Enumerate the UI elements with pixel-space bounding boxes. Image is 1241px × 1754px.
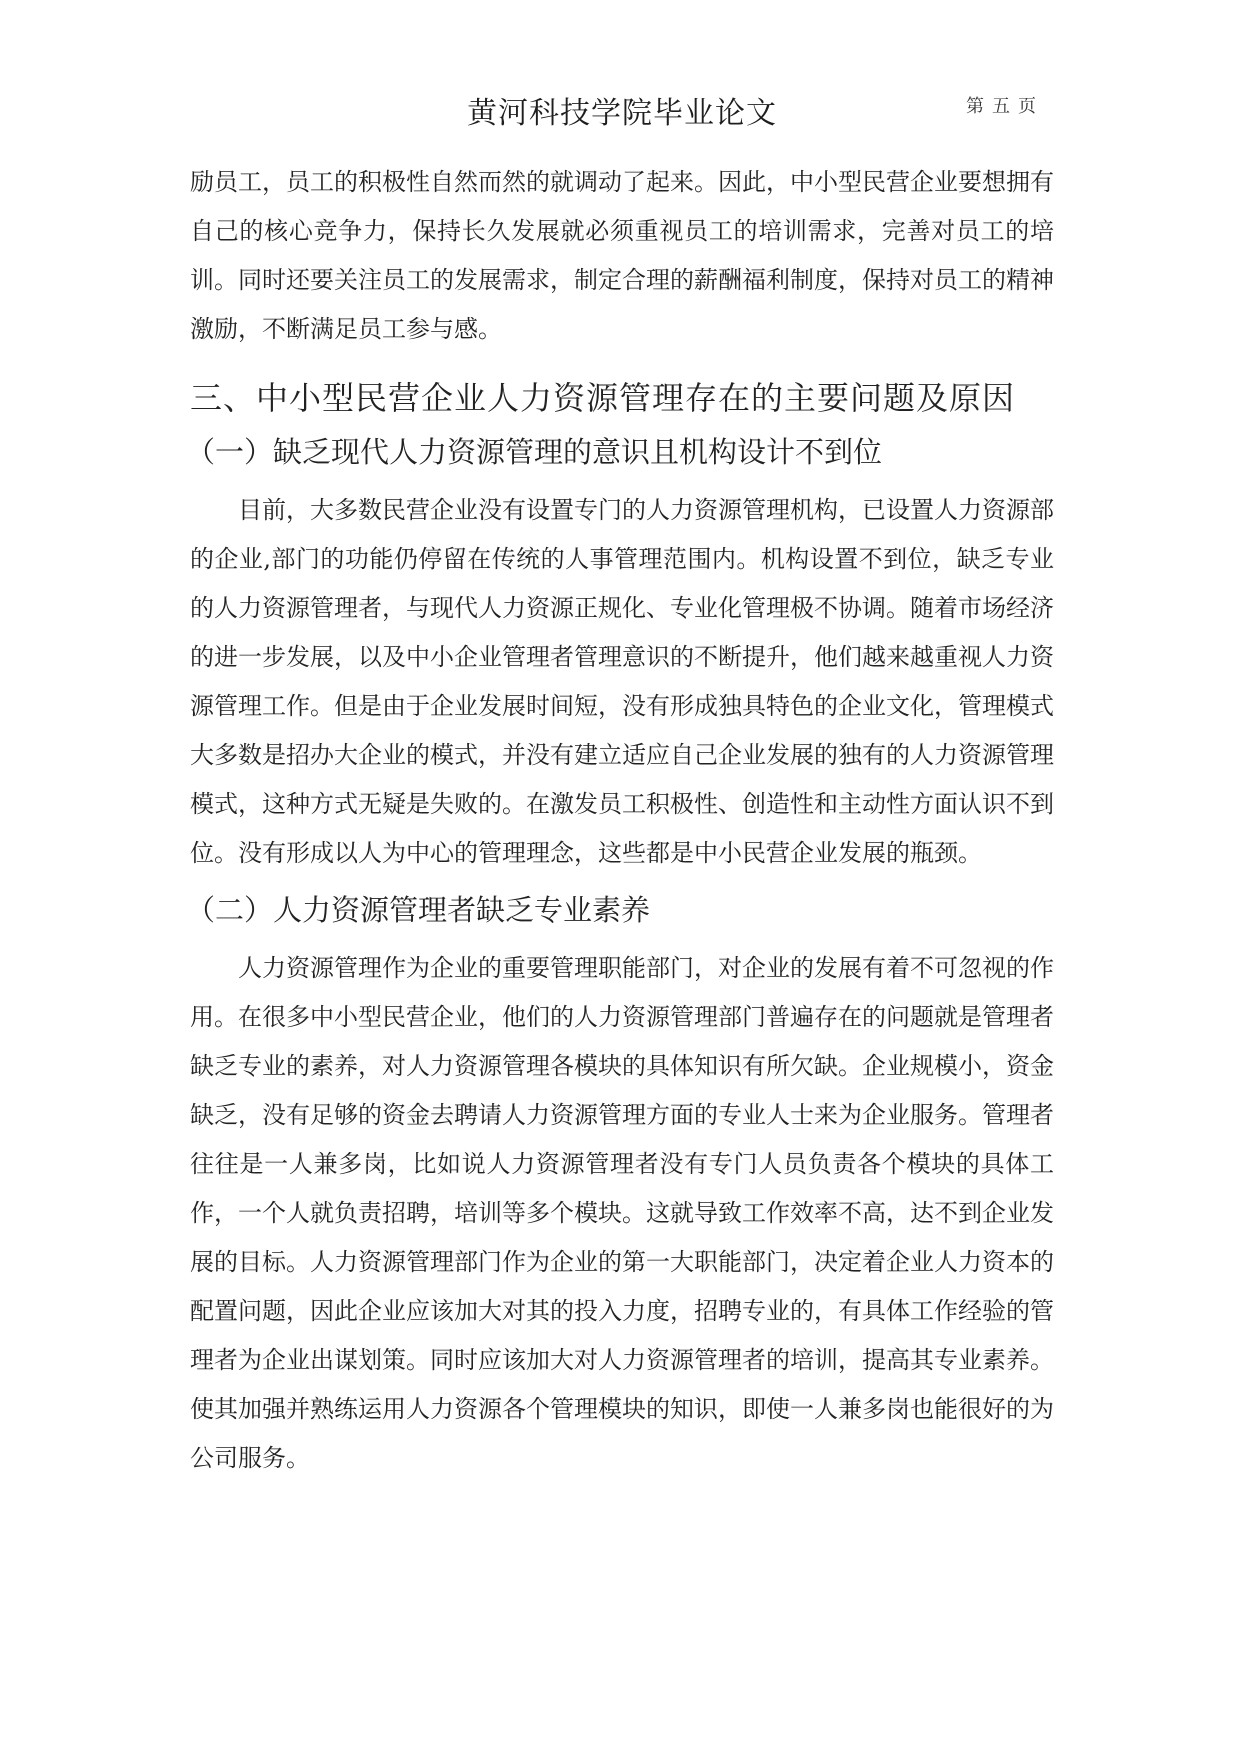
intro-paragraph: 励员工，员工的积极性自然而然的就调动了起来。因此，中小型民营企业要想拥有自己的核心竞争力，保持长久发展就必须重视员工的培训需求，完善对员工的培训。同时还要关注员工的发展需求，制定合理的薪酬福利制度，保持对员工的精神激励，不断满足员工参与感。 (190, 168, 1054, 343)
section-heading-3: 三、中小型民营企业人力资源管理存在的主要问题及原因 (190, 379, 1016, 417)
document-body (186, 158, 1054, 1483)
page-header (190, 88, 1054, 138)
page-number-label: 第五页 (966, 96, 1044, 117)
thesis-header-title: 黄河科技学院毕业论文 (467, 96, 777, 131)
subsection-heading-1: （一）缺乏现代人力资源管理的意识且机构设计不到位 (186, 435, 883, 469)
paragraph-1: 目前，大多数民营企业没有设置专门的人力资源管理机构，已设置人力资源部的企业,部门的功能仍停留在传统的人事管理范围内。机构设置不到位，缺乏专业的人力资源管理者，与现代人力资源正规化、专业化管理极不协调。随着市场经济的进一步发展，以及中小企业管理者管理意识的不断提升，他们越来越重视人力资源管理工作。但是由于企业发展时间短，没有形成独具特色的企业文化，管理模式大多数是招办大企业的模式，并没有建立适应自己企业发展的独有的人力资源管理模式，这种方式无疑是失败的。在激发员工积极性、创造性和主动性方面认识不到位。没有形成以人为中心的管理理念，这些都是中小民营企业发展的瓶颈。 (190, 496, 1054, 867)
paragraph-2: 人力资源管理作为企业的重要管理职能部门，对企业的发展有着不可忽视的作用。在很多中小型民营企业，他们的人力资源管理部门普遍存在的问题就是管理者缺乏专业的素养，对人力资源管理各模块的具体知识有所欠缺。企业规模小，资金缺乏，没有足够的资金去聘请人力资源管理方面的专业人士来为企业服务。管理者往往是一人兼多岗，比如说人力资源管理者没有专门人员负责各个模块的具体工作，一个人就负责招聘，培训等多个模块。这就导致工作效率不高，达不到企业发展的目标。人力资源管理部门作为企业的第一大职能部门，决定着企业人力资本的配置问题，因此企业应该加大对其的投入力度，招聘专业的，有具体工作经验的管理者为企业出谋划策。同时应该加大对人力资源管理者的培训，提高其专业素养。使其加强并熟练运用人力资源各个管理模块的知识，即使一人兼多岗也能很好的为公司服务。 (190, 954, 1054, 1472)
subsection-heading-2: （二）人力资源管理者缺乏专业素养 (186, 893, 651, 927)
